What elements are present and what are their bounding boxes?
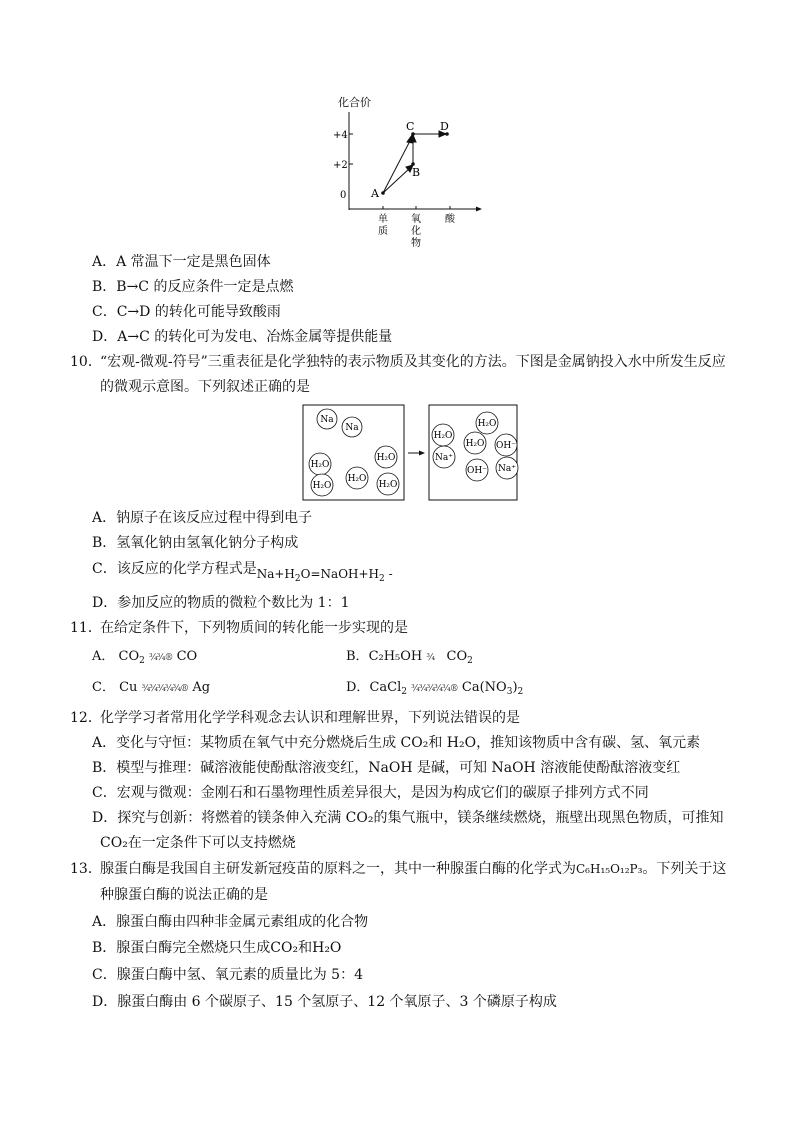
- reaction-arrow: [408, 451, 425, 456]
- x-cat-single-element: [378, 212, 388, 237]
- svg-text:化: 化: [411, 226, 421, 237]
- x-cat-acid: 酸: [445, 214, 455, 225]
- q11-option-a: A． $CO_2$ ¾¾® CO: [92, 649, 198, 666]
- point-a: [381, 191, 385, 195]
- particle-h2o: H₂O: [310, 460, 330, 470]
- y-tick-label-0: 0: [340, 190, 347, 201]
- svg-text:单: 单: [378, 214, 388, 225]
- q13-number: 13．: [70, 861, 102, 877]
- particle-oh-ion: OH⁻: [467, 466, 487, 476]
- q11-option-d: D．CaCl$_2$ ¾¾¾¾¾® $Ca(NO_3)_2$: [346, 680, 524, 697]
- particle-h2o: H₂O: [376, 453, 396, 463]
- y-tick-label-plus2: +2: [333, 160, 348, 171]
- particle-h2o: H₂O: [477, 419, 497, 429]
- particle-h2o: H₂O: [433, 431, 453, 441]
- point-label-c: C: [406, 120, 415, 133]
- q12-option-b: B．模型与推理：碱溶液能使酚酞溶液变红，NaOH 是碱，可知 NaOH 溶液能使酚酞溶液变红: [92, 760, 681, 776]
- sodium-water-diagram: [302, 404, 520, 504]
- svg-text:质: 质: [378, 226, 388, 237]
- q9-option-c: C．C→D 的转化可能导致酸雨: [92, 304, 281, 320]
- q12-option-d-line2: CO₂在一定条件下可以支持燃烧: [100, 835, 296, 851]
- q9-option-d: D．A→C 的转化可为发电、冶炼金属等提供能量: [92, 329, 393, 345]
- particle-na-ion: Na⁺: [435, 453, 453, 463]
- q11-number: 11．: [70, 620, 102, 636]
- particle-na: Na: [320, 415, 334, 425]
- q10-option-b: B．氢氧化钠由氢氧化钠分子构成: [92, 535, 299, 551]
- particle-h2o: H₂O: [465, 439, 485, 449]
- q10-stem-line2: 的微观示意图。下列叙述正确的是: [100, 379, 310, 395]
- q13-option-a: A．腺蛋白酶由四种非金属元素组成的化合物: [92, 914, 369, 930]
- q13-stem-line1: 腺蛋白酶是我国自主研发新冠疫苗的原料之一，其中一种腺蛋白酶的化学式为C₆H₁₅O₁₂P₃。下列关于这: [100, 861, 727, 877]
- q9-option-a: A．A 常温下一定是黑色固体: [92, 254, 271, 270]
- point-label-b: B: [412, 166, 421, 179]
- q13-option-c: C．腺蛋白酶中氢、氧元素的质量比为 5：4: [92, 967, 363, 983]
- q10-stem-line1: “宏观-微观-符号”三重表征是化学独特的表示物质及其变化的方法。下图是金属钠投入水中所发生反应: [100, 354, 726, 370]
- q12-option-d-line1: D．探究与创新：将燃着的镁条伸入充满 CO₂的集气瓶中，镁条继续燃烧，瓶壁出现黑色物质，可推知: [92, 810, 724, 826]
- q10-option-c-text: C．该反应的化学方程式是: [92, 561, 257, 577]
- q11-option-c: C． Cu ¾¾¾¾¾® Ag: [92, 680, 211, 695]
- particle-h2o: H₂O: [312, 481, 332, 491]
- particle-na-ion: Na⁺: [498, 464, 516, 474]
- q12-option-c: C．宏观与微观：金刚石和石墨物理性质差异很大，是因为构成它们的碳原子排列方式不同: [92, 785, 649, 801]
- q13-option-b: B．腺蛋白酶完全燃烧只生成CO₂和H₂O: [92, 940, 342, 956]
- q11-option-b: B．C₂H₅OH ¾ $CO_2$: [346, 649, 473, 666]
- q10-number: 10．: [70, 354, 102, 370]
- y-tick-label-plus4: +4: [333, 130, 348, 141]
- q12-number: 12．: [70, 710, 102, 726]
- q13-formula: C₆H₁₅O₁₂P₃: [576, 862, 643, 876]
- q13-stem-line2: 种腺蛋白酶的说法正确的是: [100, 887, 268, 903]
- q9-option-b: B．B→C 的反应条件一定是点燃: [92, 279, 294, 295]
- svg-text:物: 物: [411, 238, 421, 247]
- point-label-d: D: [440, 120, 449, 133]
- q10-option-c: [92, 560, 393, 584]
- particle-na: Na: [345, 423, 359, 433]
- point-label-a: A: [371, 187, 379, 200]
- x-axis-arrow: [476, 207, 482, 212]
- q10-equation: $Na+H_2O=NaOH+H_2$ -: [256, 567, 393, 584]
- particle-h2o: H₂O: [378, 480, 398, 490]
- particle-h2o: H₂O: [347, 474, 367, 484]
- q10-option-d: D．参加反应的物质的微粒个数比为 1：1: [92, 595, 350, 611]
- valence-chart: [330, 92, 490, 247]
- y-axis-label: 化合价: [338, 96, 371, 109]
- q10-option-a: A．钠原子在该反应过程中得到电子: [92, 510, 313, 526]
- conversion-arrows: [383, 131, 446, 193]
- q12-option-a: A．变化与守恒：某物质在氧气中充分燃烧后生成 CO₂和 H₂O，推知该物质中含有碳、氢、氧元素: [92, 735, 701, 751]
- q12-stem: 化学学习者常用化学学科观念去认识和理解世界，下列说法错误的是: [100, 710, 520, 726]
- svg-text:氧: 氧: [411, 214, 421, 225]
- x-cat-oxide: [411, 212, 421, 247]
- q13-option-d: D．腺蛋白酶由 6 个碳原子、15 个氢原子、12 个氧原子、3 个磷原子构成: [92, 994, 557, 1010]
- particle-oh-ion: OH⁻: [496, 441, 516, 451]
- q11-stem: 在给定条件下，下列物质间的转化能一步实现的是: [100, 620, 408, 636]
